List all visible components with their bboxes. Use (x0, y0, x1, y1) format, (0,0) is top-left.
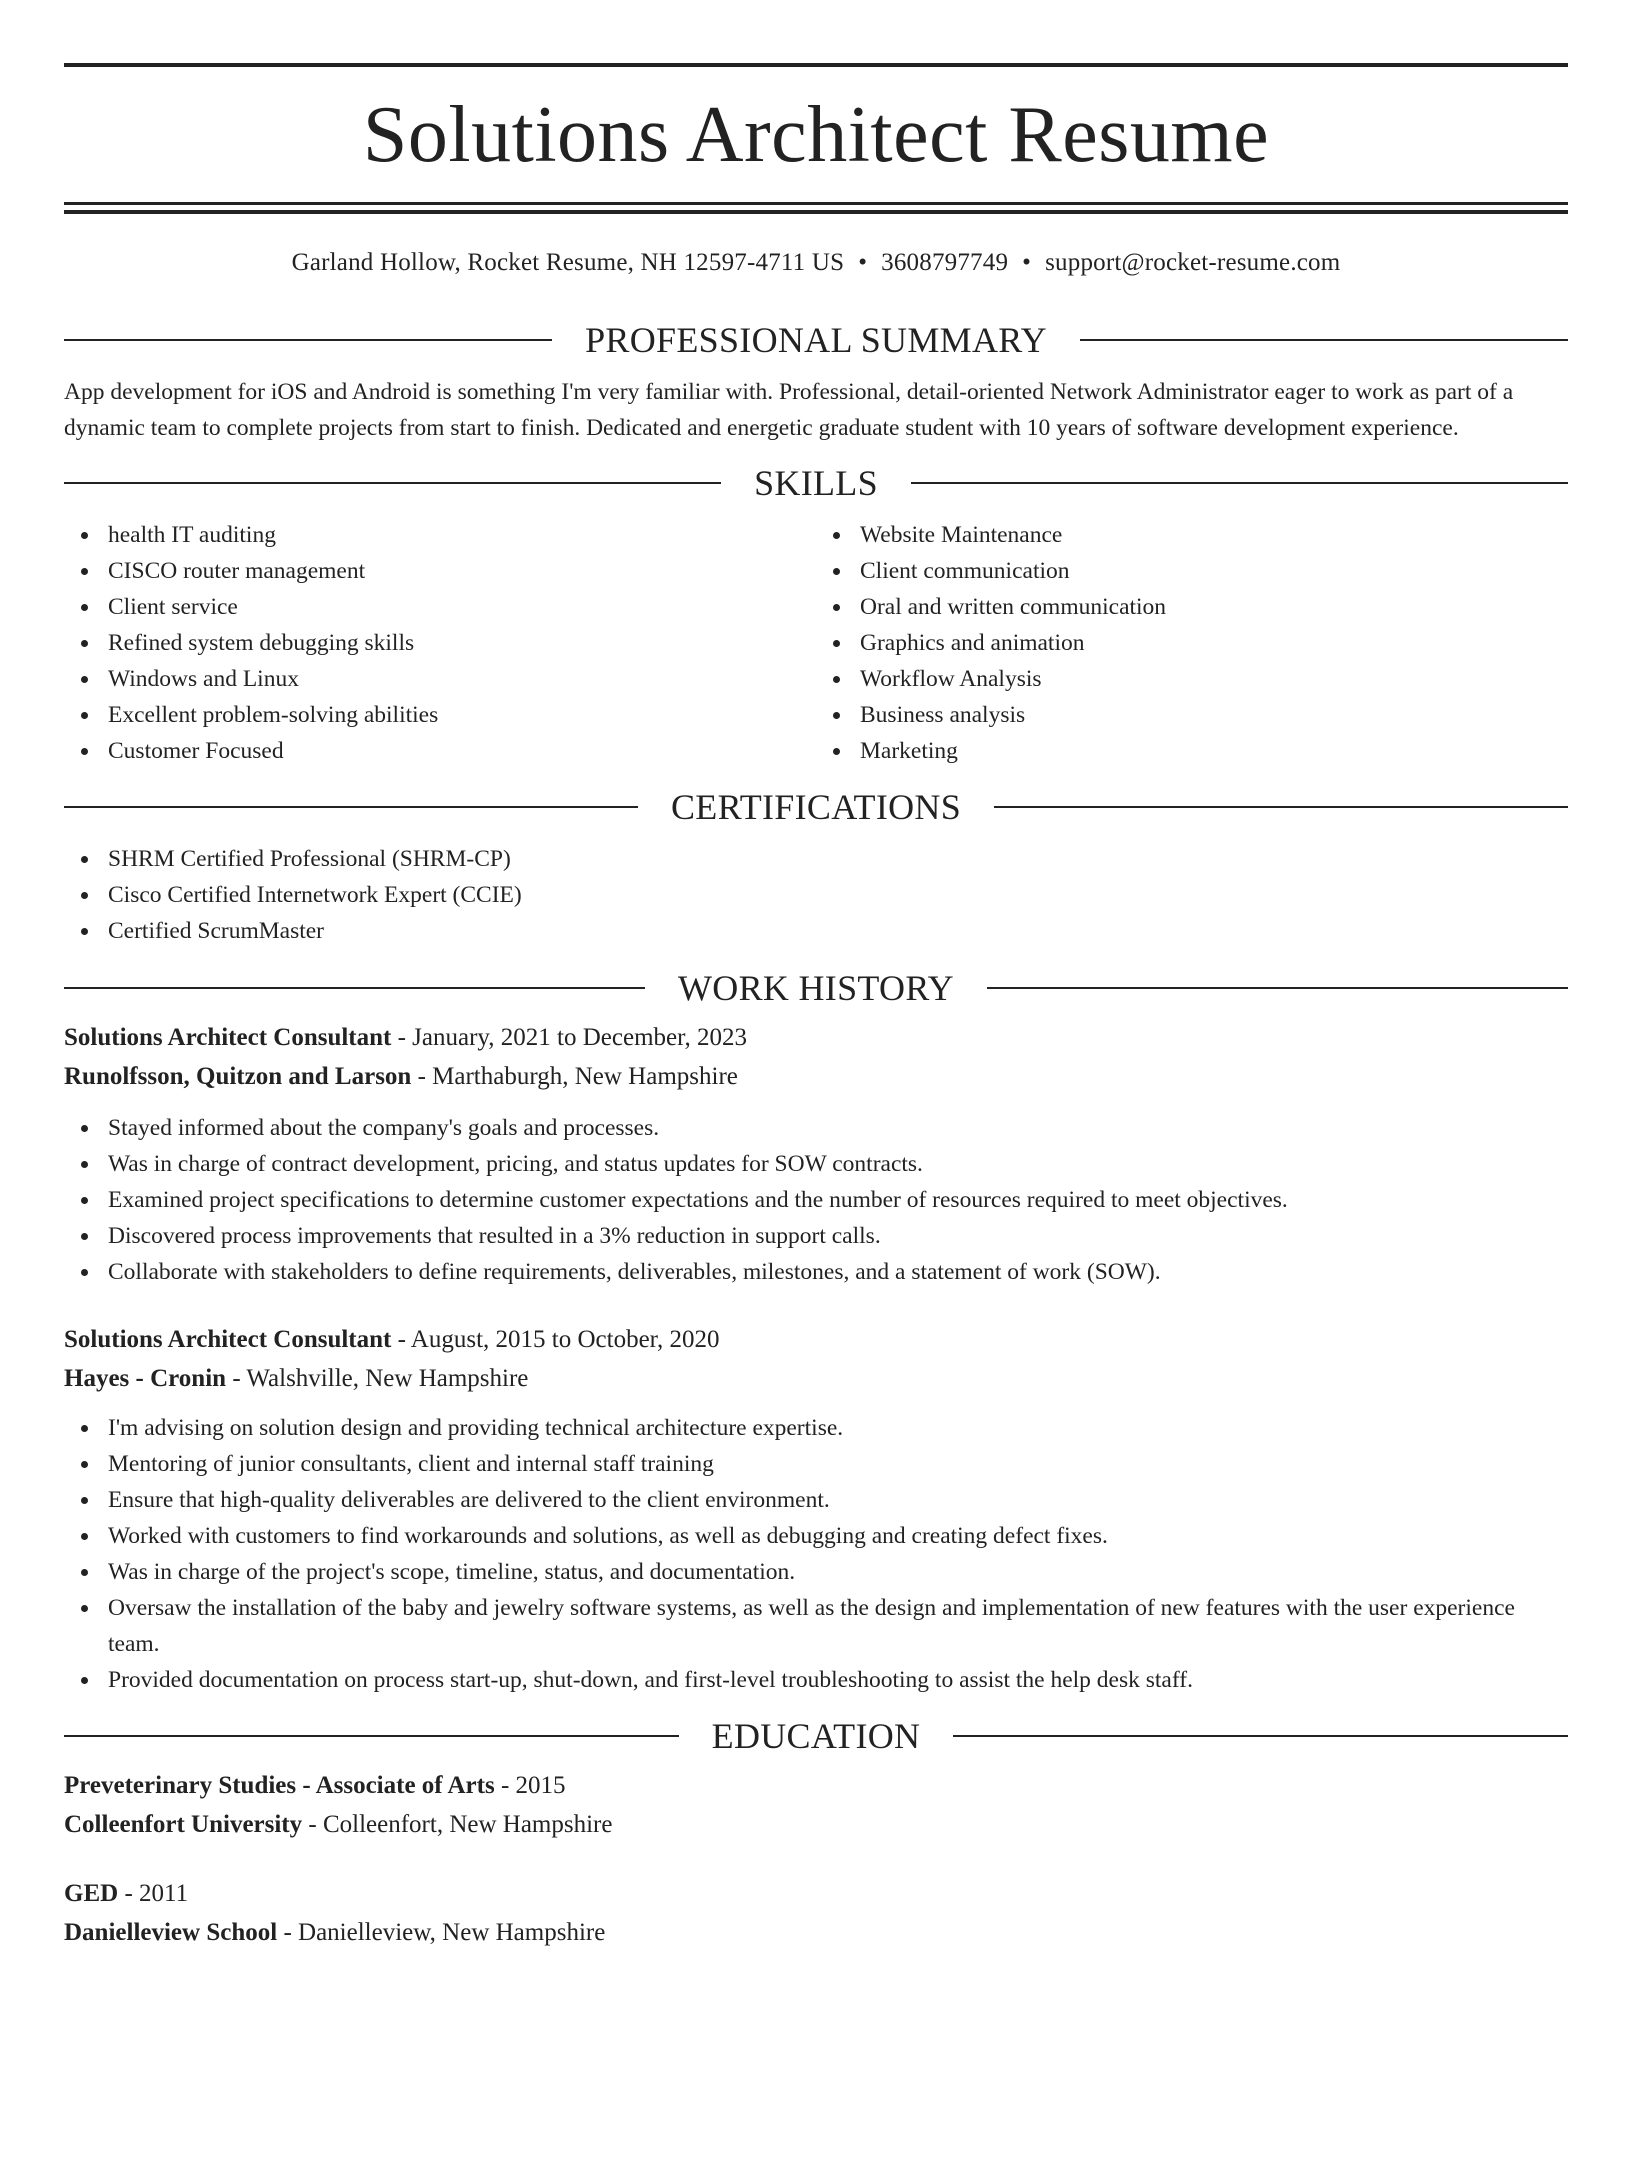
section-heading-certifications (64, 789, 1568, 825)
heading-rule (64, 1735, 679, 1737)
section-heading-education (64, 1718, 1568, 1754)
heading-rule (911, 482, 1568, 484)
heading-rule (994, 806, 1568, 808)
heading-rule (64, 482, 721, 484)
contact-separator: • (1022, 249, 1032, 276)
education-school: Danielleview School (64, 1919, 278, 1946)
skill-item: Client service (108, 589, 816, 625)
job-bullet: Discovered process improvements that resulted in a 3% reduction in support calls. (108, 1218, 1568, 1254)
skill-item: Website Maintenance (860, 517, 1568, 553)
job-bullets (64, 1410, 1568, 1698)
education-entry (64, 1874, 1568, 1952)
skills-list-right (816, 517, 1568, 769)
education-entry (64, 1766, 1568, 1844)
job-company-line (64, 1057, 1568, 1096)
heading-rule (953, 1735, 1568, 1737)
job-bullet: Provided documentation on process start-up, shut-down, and first-level troubleshooting to assist the help desk staff. (108, 1662, 1568, 1698)
certification-item: SHRM Certified Professional (SHRM-CP) (108, 841, 1568, 877)
job-company-line (64, 1359, 1568, 1398)
title-double-rule (64, 202, 1568, 214)
contact-address: Garland Hollow, Rocket Resume, NH 12597-4711 US (291, 249, 845, 276)
job-location: - Marthaburgh, New Hampshire (411, 1063, 738, 1090)
heading-rule (64, 987, 645, 989)
job-bullet: Oversaw the installation of the baby and jewelry software systems, as well as the design and implementation of new features with the user experience team. (108, 1590, 1568, 1662)
job-bullets (64, 1110, 1568, 1290)
job-location: - Walshville, New Hampshire (226, 1365, 529, 1392)
job-bullet: Worked with customers to find workarounds and solutions, as well as debugging and creating defect fixes. (108, 1518, 1568, 1554)
skill-item: Client communication (860, 553, 1568, 589)
certification-item: Certified ScrumMaster (108, 913, 1568, 949)
job-bullet: Stayed informed about the company's goals and processes. (108, 1110, 1568, 1146)
skill-item: Marketing (860, 733, 1568, 769)
skill-item: health IT auditing (108, 517, 816, 553)
job-company: Hayes - Cronin (64, 1365, 227, 1392)
contact-phone: 3608797749 (881, 249, 1009, 276)
job-bullet: I'm advising on solution design and providing technical architecture expertise. (108, 1410, 1568, 1446)
resume-page (0, 63, 1632, 2175)
job-bullet: Was in charge of the project's scope, timeline, status, and documentation. (108, 1554, 1568, 1590)
page-title: Solutions Architect Resume (362, 91, 1270, 179)
job-dates: - August, 2015 to October, 2020 (391, 1326, 720, 1353)
skill-item: Refined system debugging skills (108, 625, 816, 661)
job-bullet: Was in charge of contract development, pricing, and status updates for SOW contracts. (108, 1146, 1568, 1182)
summary-text: App development for iOS and Android is something I'm very familiar with. Professional, detail-oriented Network Administrator eager to work as part of a dynamic team to complete projects from start to finish. Dedicated and energetic graduate student with 10 years of software development experience. (64, 379, 1514, 441)
job-entry (64, 1018, 1568, 1290)
job-entry (64, 1320, 1568, 1698)
contact-separator: • (858, 249, 868, 276)
contact-line (64, 250, 1568, 276)
section-heading-summary (64, 322, 1568, 358)
education-year: - 2015 (494, 1772, 566, 1799)
education-degree: Preveterinary Studies - Associate of Arts (64, 1772, 495, 1799)
job-bullet: Collaborate with stakeholders to define requirements, deliverables, milestones, and a statement of work (SOW). (108, 1254, 1568, 1290)
education-school-line (64, 1805, 1568, 1844)
job-title: Solutions Architect Consultant (64, 1326, 392, 1353)
job-bullet: Examined project specifications to determine customer expectations and the number of resources required to meet objectives. (108, 1182, 1568, 1218)
heading-rule (64, 339, 552, 341)
contact-email: support@rocket-resume.com (1045, 249, 1341, 276)
job-title-line (64, 1320, 1568, 1359)
skill-item: Excellent problem-solving abilities (108, 697, 816, 733)
skills-grid (64, 517, 1568, 769)
education-year: - 2011 (118, 1880, 189, 1907)
heading-rule (64, 806, 638, 808)
job-title: Solutions Architect Consultant (64, 1024, 392, 1051)
education-location: - Colleenfort, New Hampshire (302, 1811, 613, 1838)
section-title-skills: SKILLS (754, 463, 878, 503)
education-degree: GED (64, 1880, 119, 1907)
certifications-list (64, 841, 1568, 949)
skills-list-left (64, 517, 816, 769)
heading-rule (1080, 339, 1568, 341)
skill-item: Customer Focused (108, 733, 816, 769)
job-bullet: Ensure that high-quality deliverables are delivered to the client environment. (108, 1482, 1568, 1518)
education-degree-line (64, 1874, 1568, 1913)
section-title-summary: PROFESSIONAL SUMMARY (585, 320, 1047, 360)
job-dates: - January, 2021 to December, 2023 (391, 1024, 747, 1051)
skill-item: Graphics and animation (860, 625, 1568, 661)
job-company: Runolfsson, Quitzon and Larson (64, 1063, 412, 1090)
section-title-certifications: CERTIFICATIONS (670, 787, 962, 827)
heading-rule (987, 987, 1568, 989)
education-school-line (64, 1913, 1568, 1952)
skill-item: Oral and written communication (860, 589, 1568, 625)
skill-item: Business analysis (860, 697, 1568, 733)
section-title-education: EDUCATION (711, 1716, 921, 1756)
education-school: Colleenfort University (64, 1811, 303, 1838)
skill-item: Windows and Linux (108, 661, 816, 697)
top-rule (64, 63, 1568, 67)
section-title-work: WORK HISTORY (678, 968, 954, 1008)
section-heading-work (64, 970, 1568, 1006)
skill-item: CISCO router management (108, 553, 816, 589)
education-location: - Danielleview, New Hampshire (277, 1919, 606, 1946)
job-bullet: Mentoring of junior consultants, client and internal staff training (108, 1446, 1568, 1482)
skill-item: Workflow Analysis (860, 661, 1568, 697)
certification-item: Cisco Certified Internetwork Expert (CCIE) (108, 877, 1568, 913)
section-heading-skills (64, 465, 1568, 501)
education-degree-line (64, 1766, 1568, 1805)
job-title-line (64, 1018, 1568, 1057)
